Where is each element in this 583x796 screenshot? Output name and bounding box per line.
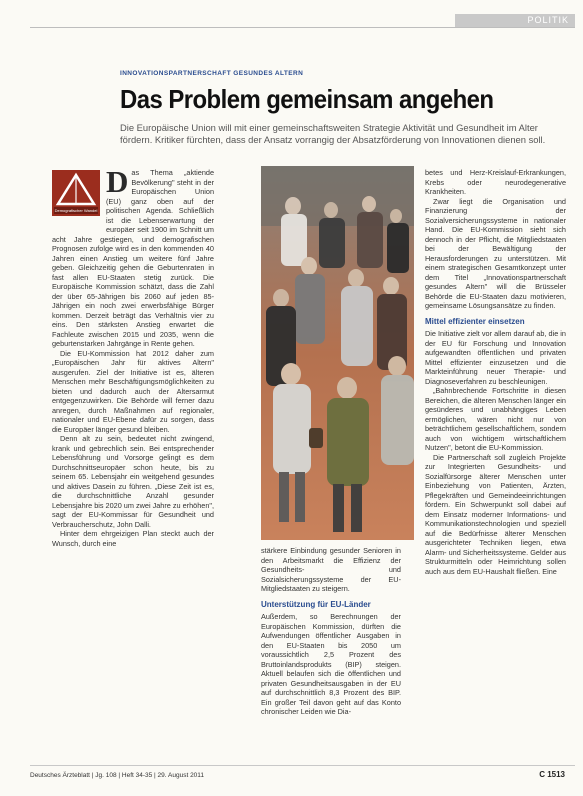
section-label: POLITIK	[455, 14, 575, 27]
paragraph: Die Partnerschaft soll zugleich Projekte zur Integrierten Gesundheits- und Sozialfürsorge älterer Menschen unter Einbeziehung von Patienten, Ärzten, Pflegekräften und Gemeindeeinrichtungen fördern. Ein Schwerpunkt soll dabei auf dem Einsatz moderner Informations- und Kommunikationstechnologien und speziell auf die Bedürfnisse älterer Menschen ausgerichteter Techniken liegen, etwa Alarm- und Sicherheitssysteme. Gelder aus Strukturmitteln oder Heimrichtung sollen auch aus dem EU-Haushalt fließen. Eine	[425, 452, 566, 576]
paragraph: „Bahnbrechende Fortschritte in diesen Bereichen, die älteren Menschen länger ein gesünderes und unabhängiges Leben ermöglichen, wären nicht nur von beträchtlichem gesellschaftlichem, sondern auch von wichtigem wirtschaftlichem Nutzen", betont die EU-Kommission.	[425, 386, 566, 452]
header-rule	[30, 27, 575, 28]
footer-rule	[30, 765, 575, 766]
subheading: Unterstützung für EU-Länder	[261, 599, 371, 609]
page-number: C 1513	[539, 770, 565, 779]
article-kicker: INNOVATIONSPARTNERSCHAFT GESUNDES ALTERN	[120, 70, 304, 77]
paragraph: stärkere Einbindung gesunder Senioren in den Arbeitsmarkt die Effizienz der Gesundheits- und Sozialsicherungssysteme der EU-Mitgliedstaaten zu steigern.	[261, 546, 401, 593]
paragraph: Außerdem, so Berechnungen der Europäischen Kommission, dürften die Aufwendungen öffentlicher Ausgaben in den EU-Staaten bis 2050 um voraussichtlich 2,5 Prozent des Bruttoinlandsprodukts (BIP) steigen. Aktuell belaufen sich die öffentlichen und privaten Gesundheitsausgaben in der EU auf durchschnittlich 8,3 Prozent des BIP. Ein großer Teil davon geht auf das Konto chronischer Leiden wie Dia-	[261, 612, 401, 716]
logo-label: Demografischer Wandel	[54, 208, 98, 213]
article-photo	[261, 166, 414, 540]
drop-cap: D	[106, 164, 129, 199]
paragraph: Denn alt zu sein, bedeutet nicht zwingend, krank und gebrechlich sein. Bei entsprechender Lebensführung und Vorsorge gelingt es dem Durchschnittseuropäer schon heute, bis zu seinem 65. Lebensjahr ein weitgehend gesundes und aktives Dasein zu führen. „Diese Zeit ist es, die durchschnittliche Anzahl gesunder Lebensjahre bis 2020 um zwei Jahre zu erhöhen", sagt der EU-Kommissar für Gesundheit und Verbraucherschutz, John Dalli.	[52, 434, 215, 529]
article-column-1	[52, 164, 215, 548]
paragraph-text: as Thema „aktiende Bevölkerung" steht in der Europäischen Union (EU) ganz oben auf der politischen Agenda. Schließlich ist die Lebenserwartung der europäer seit 1900 im Schnitt um acht Jahre gestiegen, und demografischen Prognosen zufolge wird es in den kommenden 40 Jahren einen Anstieg um weitere fünf Jahre geben. Gleichzeitig gehen die Geburtenraten in fast allen EU-Staaten stetig zurück. Die Europäische Kommission schätzt, dass die Zahl der über 65-Jährigen bis 2060 auf jeden 85-Jährigen ein noch zwei erwerbsfähige Bürger kommen. Derzeit beträgt das Verhältnis vier zu eins. Den stärksten Anstieg erwartet die Fachleute zwischen 2015 und 2035, wenn die geburtenstarken Jahrgänge in Rente gehen.	[52, 168, 214, 348]
logo-spacer	[52, 168, 106, 228]
subheading: Mittel effizienter einsetzen	[425, 316, 525, 326]
article-headline: Das Problem gemeinsam angehen	[120, 84, 494, 114]
paragraph: Die Initiative zielt vor allem darauf ab, die in der EU für Forschung und Innovation aufgewandten öffentlichen und privaten Mittel effizienter einzusetzen und die Markteinführung neuer Therapie- und Diagnoseverfahren zu beschleunigen.	[425, 329, 566, 386]
page-footer: Deutsches Ärzteblatt | Jg. 108 | Heft 34-35 | 29. August 2011	[30, 772, 205, 779]
paragraph: Zwar liegt die Organisation und Finanzierung der Sozialversicherungssysteme in nationaler Hand. Die EU-Kommission sieht sich dennoch in der Pflicht, die Mitgliedstaaten bei der Bewältigung der Herausforderungen zu unterstützen. Mit einem strategischen Gesamtkonzept unter dem Titel „Innovationspartnerschaft gesundes Altern" will die Brüsseler Behörde die EU-Staaten dazu motivieren, gemeinsame Lösungsansätze zu finden.	[425, 196, 566, 310]
page-header	[0, 0, 583, 40]
paragraph: Die EU-Kommission hat 2012 daher zum „Europäischen Jahr für aktives Altern" ausgerufen. Ziel der Initiative ist es, älteren Menschen mehr Beschäftigungsmöglichkeiten zu bieten und dadurch auch der Altersarmut entgegenzuwirken. Die Behörde will ferner dazu anregen, durch Maßnahmen auf regionaler, nationaler und EU-Ebene dafür zu sorgen, dass die Europäer länger gesund bleiben.	[52, 348, 214, 434]
photo-seniors-walking	[261, 166, 414, 540]
article-lead: Die Europäische Union will mit einer gemeinschaftsweiten Strategie Aktivität und Gesundheit im Alter fördern. Kritiker fürchten, dass der Ansatz vorrangig der Absatzförderung von Innovationen dienen soll.	[120, 122, 546, 145]
paragraph: betes und Herz-Kreislauf-Erkrankungen, Krebs oder neurodegenerative Krankheiten.	[425, 168, 566, 196]
article-column-3	[425, 168, 566, 576]
article-column-2	[261, 546, 401, 717]
paragraph: Hinter dem ehrgeizigen Plan steckt auch der Wunsch, durch eine	[52, 529, 214, 548]
